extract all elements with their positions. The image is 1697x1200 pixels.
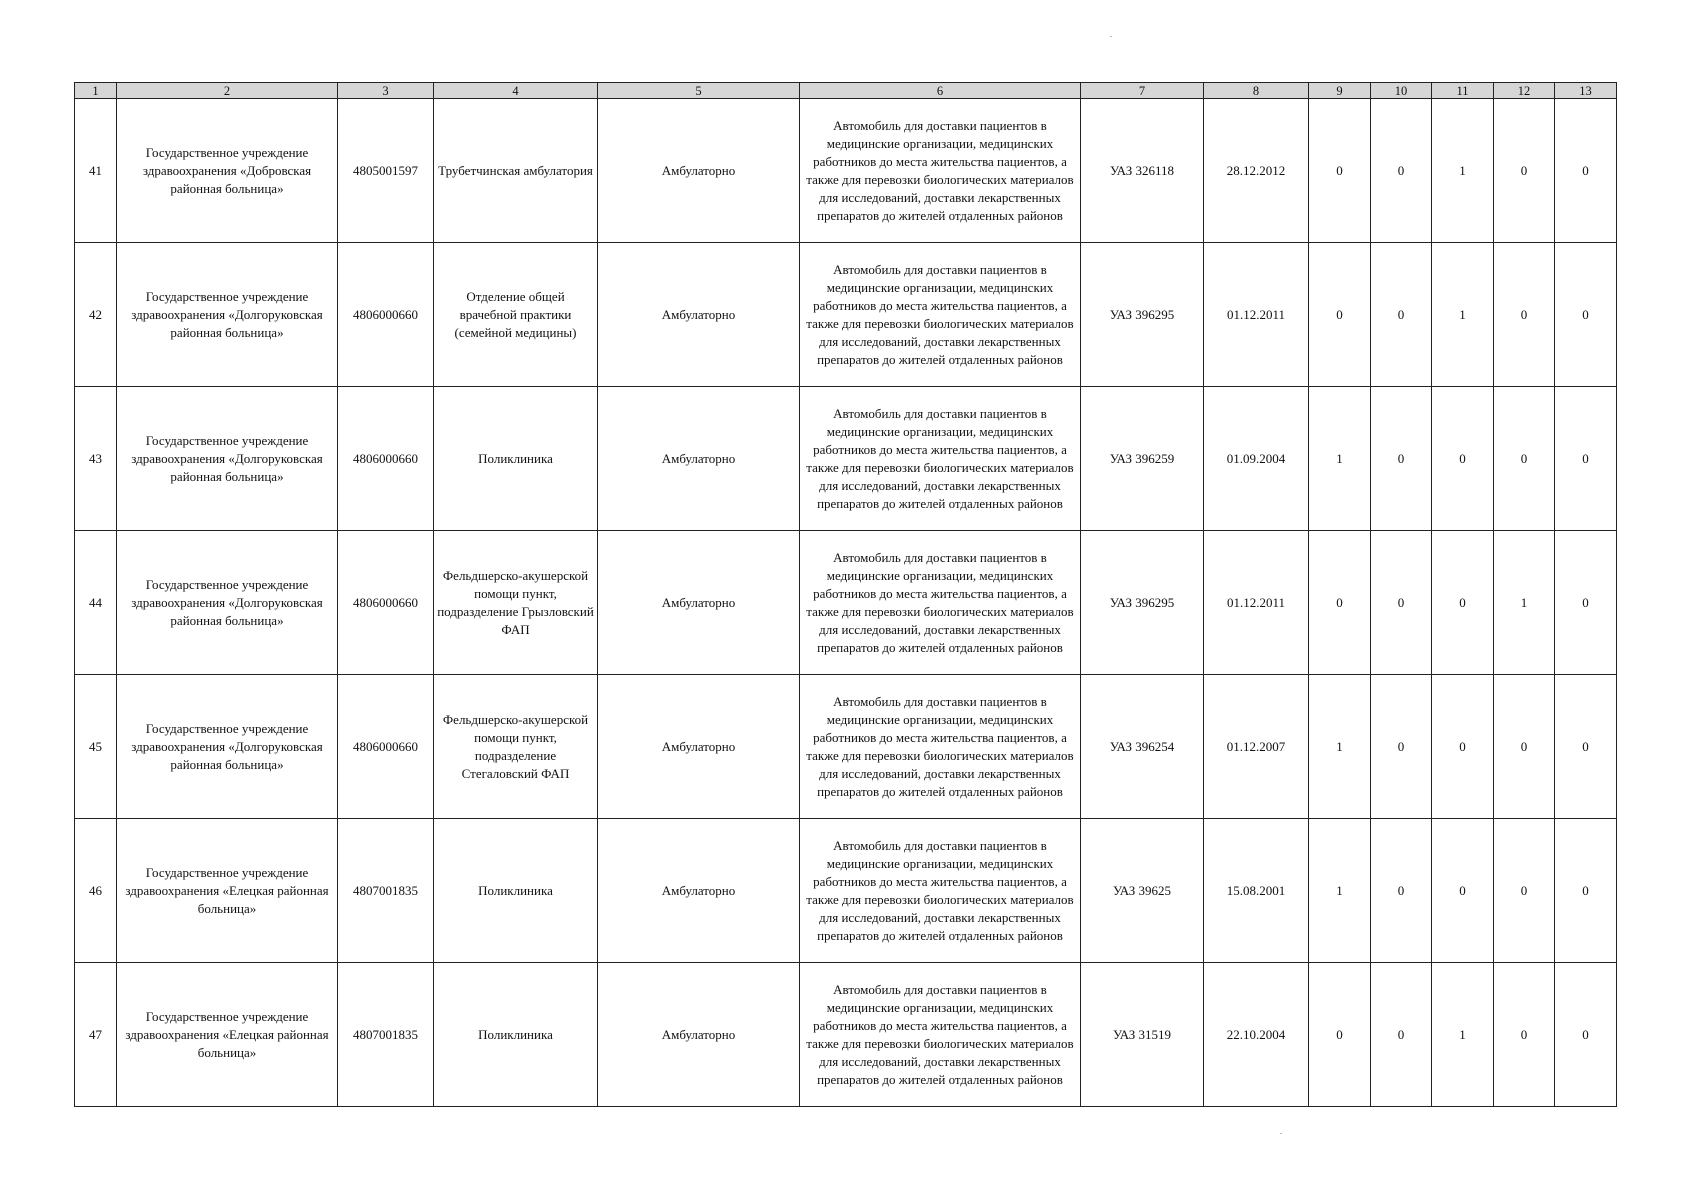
column-13-value-cell: 0 <box>1555 99 1617 243</box>
subdivision-cell: Отделение общей врачебной практики (семейной медицины) <box>434 243 598 387</box>
column-9-value-cell: 1 <box>1309 675 1371 819</box>
subdivision-cell: Поликлиника <box>434 963 598 1107</box>
vehicle-purpose-cell: Автомобиль для доставки пациентов в медицинские организации, медицинских работников до места жительства пациентов, а также для перевозки биологических материалов для исследований, доставки лекарственных препаратов до жителей отдаленных районов <box>800 99 1081 243</box>
inn-cell: 4806000660 <box>338 243 434 387</box>
column-13-value-cell: 0 <box>1555 675 1617 819</box>
column-number-header: 3 <box>338 83 434 99</box>
registration-date-cell: 01.09.2004 <box>1204 387 1309 531</box>
vehicle-model-cell: УАЗ 396259 <box>1081 387 1204 531</box>
registration-date-cell: 01.12.2007 <box>1204 675 1309 819</box>
subdivision-cell: Поликлиника <box>434 819 598 963</box>
column-number-header: 12 <box>1494 83 1555 99</box>
row-number-cell: 41 <box>75 99 117 243</box>
row-number-cell: 47 <box>75 963 117 1107</box>
column-9-value-cell: 1 <box>1309 387 1371 531</box>
row-number-cell: 46 <box>75 819 117 963</box>
column-10-value-cell: 0 <box>1371 819 1432 963</box>
column-13-value-cell: 0 <box>1555 387 1617 531</box>
column-11-value-cell: 1 <box>1432 243 1494 387</box>
inn-cell: 4807001835 <box>338 963 434 1107</box>
column-number-header: 11 <box>1432 83 1494 99</box>
vehicle-purpose-cell: Автомобиль для доставки пациентов в медицинские организации, медицинских работников до места жительства пациентов, а также для перевозки биологических материалов для исследований, доставки лекарственных препаратов до жителей отдаленных районов <box>800 531 1081 675</box>
vehicle-model-cell: УАЗ 396295 <box>1081 531 1204 675</box>
column-number-header: 6 <box>800 83 1081 99</box>
column-11-value-cell: 0 <box>1432 531 1494 675</box>
column-10-value-cell: 0 <box>1371 387 1432 531</box>
vehicle-purpose-cell: Автомобиль для доставки пациентов в медицинские организации, медицинских работников до места жительства пациентов, а также для перевозки биологических материалов для исследований, доставки лекарственных препаратов до жителей отдаленных районов <box>800 387 1081 531</box>
table-row <box>75 675 1617 819</box>
column-number-header-row <box>75 83 1617 99</box>
registration-date-cell: 01.12.2011 <box>1204 243 1309 387</box>
column-number-header: 5 <box>598 83 800 99</box>
inn-cell: 4805001597 <box>338 99 434 243</box>
inn-cell: 4806000660 <box>338 675 434 819</box>
organization-name-cell: Государственное учреждение здравоохранения «Елецкая районная больница» <box>117 963 338 1107</box>
inn-cell: 4807001835 <box>338 819 434 963</box>
column-number-header: 1 <box>75 83 117 99</box>
row-number-cell: 45 <box>75 675 117 819</box>
vehicle-model-cell: УАЗ 396254 <box>1081 675 1204 819</box>
care-mode-cell: Амбулаторно <box>598 819 800 963</box>
column-9-value-cell: 1 <box>1309 819 1371 963</box>
column-11-value-cell: 1 <box>1432 963 1494 1107</box>
column-number-header: 7 <box>1081 83 1204 99</box>
column-number-header: 13 <box>1555 83 1617 99</box>
column-12-value-cell: 0 <box>1494 387 1555 531</box>
column-12-value-cell: 0 <box>1494 819 1555 963</box>
column-number-header: 2 <box>117 83 338 99</box>
registration-date-cell: 01.12.2011 <box>1204 531 1309 675</box>
organization-name-cell: Государственное учреждение здравоохранения «Долгоруковская районная больница» <box>117 531 338 675</box>
organization-name-cell: Государственное учреждение здравоохранения «Долгоруковская районная больница» <box>117 387 338 531</box>
column-10-value-cell: 0 <box>1371 675 1432 819</box>
column-9-value-cell: 0 <box>1309 963 1371 1107</box>
scan-speck <box>1110 36 1112 37</box>
vehicle-purpose-cell: Автомобиль для доставки пациентов в медицинские организации, медицинских работников до места жительства пациентов, а также для перевозки биологических материалов для исследований, доставки лекарственных препаратов до жителей отдаленных районов <box>800 819 1081 963</box>
table-row <box>75 243 1617 387</box>
registration-date-cell: 15.08.2001 <box>1204 819 1309 963</box>
vehicle-model-cell: УАЗ 326118 <box>1081 99 1204 243</box>
organization-name-cell: Государственное учреждение здравоохранения «Долгоруковская районная больница» <box>117 243 338 387</box>
row-number-cell: 42 <box>75 243 117 387</box>
vehicle-register-table <box>74 82 1617 1107</box>
column-number-header: 8 <box>1204 83 1309 99</box>
vehicle-model-cell: УАЗ 31519 <box>1081 963 1204 1107</box>
registration-date-cell: 28.12.2012 <box>1204 99 1309 243</box>
care-mode-cell: Амбулаторно <box>598 531 800 675</box>
care-mode-cell: Амбулаторно <box>598 99 800 243</box>
organization-name-cell: Государственное учреждение здравоохранения «Елецкая районная больница» <box>117 819 338 963</box>
subdivision-cell: Фельдшерско-акушерской помощи пункт, подразделение Грызловский ФАП <box>434 531 598 675</box>
inn-cell: 4806000660 <box>338 531 434 675</box>
column-number-header: 4 <box>434 83 598 99</box>
table-row <box>75 99 1617 243</box>
row-number-cell: 43 <box>75 387 117 531</box>
organization-name-cell: Государственное учреждение здравоохранения «Долгоруковская районная больница» <box>117 675 338 819</box>
care-mode-cell: Амбулаторно <box>598 387 800 531</box>
row-number-cell: 44 <box>75 531 117 675</box>
column-12-value-cell: 0 <box>1494 963 1555 1107</box>
column-13-value-cell: 0 <box>1555 243 1617 387</box>
subdivision-cell: Трубетчинская амбулатория <box>434 99 598 243</box>
column-10-value-cell: 0 <box>1371 99 1432 243</box>
column-10-value-cell: 0 <box>1371 531 1432 675</box>
scan-speck <box>1280 1133 1282 1134</box>
column-11-value-cell: 0 <box>1432 675 1494 819</box>
column-number-header: 9 <box>1309 83 1371 99</box>
column-13-value-cell: 0 <box>1555 963 1617 1107</box>
registration-date-cell: 22.10.2004 <box>1204 963 1309 1107</box>
column-13-value-cell: 0 <box>1555 819 1617 963</box>
inn-cell: 4806000660 <box>338 387 434 531</box>
subdivision-cell: Фельдшерско-акушерской помощи пункт, подразделение Стегаловский ФАП <box>434 675 598 819</box>
column-10-value-cell: 0 <box>1371 243 1432 387</box>
column-10-value-cell: 0 <box>1371 963 1432 1107</box>
vehicle-purpose-cell: Автомобиль для доставки пациентов в медицинские организации, медицинских работников до места жительства пациентов, а также для перевозки биологических материалов для исследований, доставки лекарственных препаратов до жителей отдаленных районов <box>800 963 1081 1107</box>
subdivision-cell: Поликлиника <box>434 387 598 531</box>
organization-name-cell: Государственное учреждение здравоохранения «Добровская районная больница» <box>117 99 338 243</box>
column-12-value-cell: 0 <box>1494 243 1555 387</box>
column-12-value-cell: 0 <box>1494 99 1555 243</box>
table-row <box>75 387 1617 531</box>
table-row <box>75 819 1617 963</box>
column-number-header: 10 <box>1371 83 1432 99</box>
column-11-value-cell: 0 <box>1432 387 1494 531</box>
care-mode-cell: Амбулаторно <box>598 675 800 819</box>
column-9-value-cell: 0 <box>1309 99 1371 243</box>
column-12-value-cell: 0 <box>1494 675 1555 819</box>
column-11-value-cell: 0 <box>1432 819 1494 963</box>
vehicle-model-cell: УАЗ 39625 <box>1081 819 1204 963</box>
column-9-value-cell: 0 <box>1309 243 1371 387</box>
care-mode-cell: Амбулаторно <box>598 243 800 387</box>
vehicle-model-cell: УАЗ 396295 <box>1081 243 1204 387</box>
table-row <box>75 531 1617 675</box>
care-mode-cell: Амбулаторно <box>598 963 800 1107</box>
table-row <box>75 963 1617 1107</box>
vehicle-purpose-cell: Автомобиль для доставки пациентов в медицинские организации, медицинских работников до места жительства пациентов, а также для перевозки биологических материалов для исследований, доставки лекарственных препаратов до жителей отдаленных районов <box>800 675 1081 819</box>
column-11-value-cell: 1 <box>1432 99 1494 243</box>
column-9-value-cell: 0 <box>1309 531 1371 675</box>
column-12-value-cell: 1 <box>1494 531 1555 675</box>
column-13-value-cell: 0 <box>1555 531 1617 675</box>
vehicle-purpose-cell: Автомобиль для доставки пациентов в медицинские организации, медицинских работников до места жительства пациентов, а также для перевозки биологических материалов для исследований, доставки лекарственных препаратов до жителей отдаленных районов <box>800 243 1081 387</box>
